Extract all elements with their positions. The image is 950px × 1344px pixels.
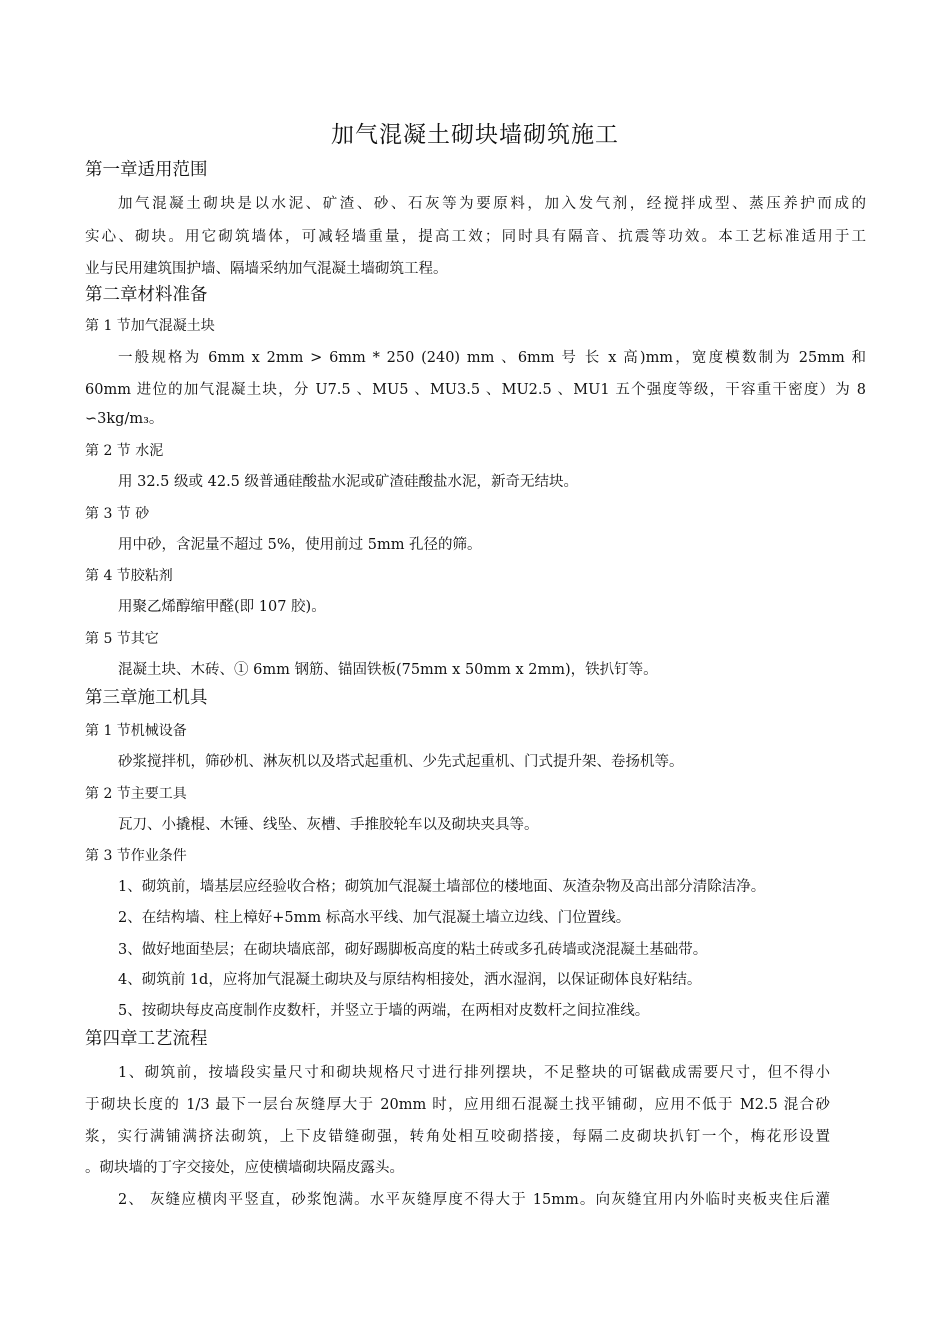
paragraph-line: 加气混凝土砌块是以水泥、矿渣、砂、石灰等为要原料，加入发气剂，经搅拌成型、蒸压养护而成的 — [118, 196, 866, 212]
paragraph-line: 用中砂，含泥量不超过 5%，使用前过 5mm 孔径的筛。 — [118, 537, 482, 553]
paragraph-line: ∽3kg/m₃。 — [85, 411, 164, 427]
paragraph-line: 砂浆搅拌机，筛砂机、淋灰机以及塔式起重机、少先式起重机、门式提升架、卷扬机等。 — [118, 754, 684, 770]
chapter-2-heading: 第二章材料准备 — [85, 285, 208, 305]
list-item: 4、砌筑前 1d，应将加气混凝土砌块及与原结构相接处，洒水湿润，以保证砌体良好粘结。 — [118, 972, 702, 988]
section-heading: 第 3 节作业条件 — [85, 848, 187, 864]
paragraph-line: 于砌块长度的 1/3 最下一层台灰缝厚大于 20mm 时，应用细石混凝土找平铺砌，应用不低于 M2.5 混合砂 — [85, 1097, 830, 1113]
section-heading: 第 1 节机械设备 — [85, 723, 187, 739]
list-item: 5、按砌块每皮高度制作皮数杆，并竖立于墙的两端，在两相对皮数杆之间拉准线。 — [118, 1003, 650, 1019]
section-heading: 第 1 节加气混凝土块 — [85, 318, 215, 334]
paragraph-line: 。砌块墙的丁字交接处，应使横墙砌块隔皮露头。 — [85, 1160, 404, 1176]
paragraph-line: 实心、砌块。用它砌筑墙体，可减轻墙重量，提高工效；同时具有隔音、抗震等功效。本工艺标准适用于工 — [85, 229, 866, 245]
paragraph-line: 业与民用建筑围护墙、隔墙采纳加气混凝土墙砌筑工程。 — [85, 261, 448, 277]
paragraph-line: 浆，实行满铺满挤法砌筑，上下皮错缝砌强，转角处相互咬砌搭接，每隔二皮砌块扒钉一个，梅花形设置 — [85, 1129, 830, 1145]
list-item: 2、在结构墙、柱上樟好+5mm 标高水平线、加气混凝土墙立边线、门位置线。 — [118, 910, 631, 926]
paragraph-line: 一般规格为 6mm x 2mm > 6mm * 250 (240) mm 、6mm 号 长 x 高)mm，宽度模数制为 25mm 和 — [118, 350, 866, 366]
section-heading: 第 2 节主要工具 — [85, 786, 187, 802]
chapter-1-heading: 第一章适用范围 — [85, 160, 208, 180]
section-heading: 第 3 节 砂 — [85, 506, 150, 522]
list-item: 3、做好地面垫层；在砌块墙底部，砌好踢脚板高度的粘土砖或多孔砖墙或浇混凝土基础带。 — [118, 942, 708, 958]
list-item: 1、砌筑前，墙基层应经验收合格；砌筑加气混凝土墙部位的楼地面、灰渣杂物及高出部分清除洁净。 — [118, 879, 766, 895]
section-heading: 第 5 节其它 — [85, 631, 159, 647]
chapter-3-heading: 第三章施工机具 — [85, 688, 208, 708]
chapter-4-heading: 第四章工艺流程 — [85, 1029, 208, 1049]
paragraph-line: 用 32.5 级或 42.5 级普通硅酸盐水泥或矿渣硅酸盐水泥，新奇无结块。 — [118, 474, 579, 490]
section-heading: 第 2 节 水泥 — [85, 443, 164, 459]
section-heading: 第 4 节胶粘剂 — [85, 568, 173, 584]
paragraph-line: 混凝土块、木砖、① 6mm 钢筋、锚固铁板(75mm x 50mm x 2mm)，铁扒钉等。 — [118, 662, 658, 678]
paragraph-line: 用聚乙烯醇缩甲醛(即 107 胶)。 — [118, 599, 326, 615]
paragraph-line: 2、 灰缝应横肉平竖直，砂浆饱满。水平灰缝厚度不得大于 15mm。向灰缝宜用内外临时夹板夹住后灌 — [118, 1192, 830, 1208]
document-title: 加气混凝土砌块墙砌筑施工 — [331, 122, 619, 148]
paragraph-line: 1、砌筑前，按墙段实量尺寸和砌块规格尺寸进行排列摆块，不足整块的可锯截成需要尺寸，但不得小 — [118, 1065, 830, 1081]
paragraph-line: 瓦刀、小撬棍、木锤、线坠、灰槽、手推胶轮车以及砌块夹具等。 — [118, 817, 539, 833]
paragraph-line: 60mm 进位的加气混凝土块，分 U7.5 、MU5 、MU3.5 、MU2.5 、MU1 五个强度等级，干容重干密度）为 8 — [85, 382, 866, 398]
